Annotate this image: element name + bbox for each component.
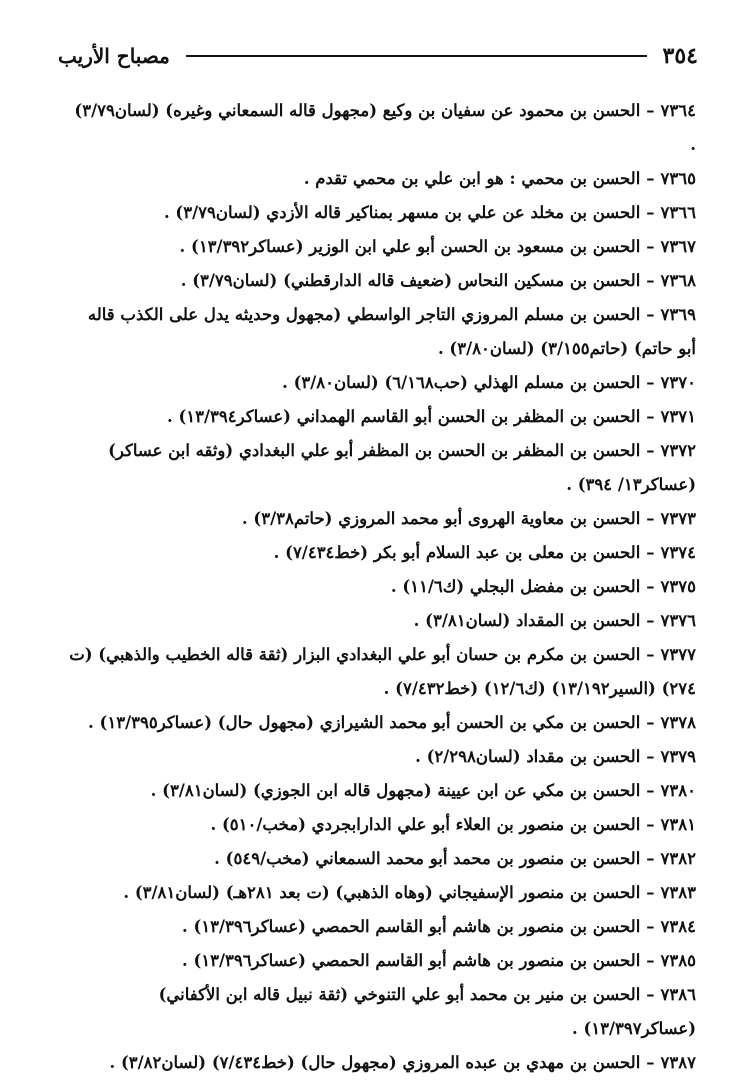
page-number: ٣٥٤ — [662, 43, 698, 69]
entry-text: الحسن بن محمود عن سفيان بن وكيع (مجهول قاله السمعاني وغيره) (لسان٣/٧٩) . — [74, 101, 696, 154]
entry-text: الحسن بن مكي عن ابن عيينة (مجهول قاله ابن الجوزي) (لسان٣/٨١) . — [150, 781, 641, 800]
entry-separator: – — [646, 271, 655, 290]
entry-number: ٧٣٨٥ — [660, 951, 696, 970]
entry-text: الحسن بن منصور بن العلاء أبو علي الدارابجردي (مخب/٥١٠) . — [210, 815, 641, 834]
entry-row — [68, 808, 696, 842]
entry-text: الحسن بن منصور بن هاشم أبو القاسم الحمصي (عساكر١٣/٣٩٦) . — [181, 951, 641, 970]
entry-number: ٧٣٧٩ — [660, 747, 696, 766]
entry-row — [68, 400, 696, 434]
entry-number: ٧٣٦٧ — [660, 237, 696, 256]
entry-separator: – — [646, 951, 655, 970]
entry-separator: – — [646, 577, 655, 596]
entry-row — [68, 604, 696, 638]
entry-separator: – — [646, 849, 655, 868]
entry-row — [68, 706, 696, 740]
entry-separator: – — [646, 1053, 655, 1072]
header-rule — [186, 55, 647, 57]
entry-text: الحسن بن مكرم بن حسان أبو علي البغدادي البزار (ثقة قاله الخطيب والذهبي) (ت ٢٧٤) (السير١٣/١٩٢) (ك١٢/٦) (خط٧/٤٣٢) . — [69, 645, 696, 698]
entry-number: ٧٣٨٦ — [660, 985, 696, 1004]
entry-separator: – — [646, 781, 655, 800]
entry-text: الحسن بن مسكين النحاس (ضعيف قاله الدارقطني) (لسان٣/٧٩) . — [180, 271, 641, 290]
entry-text: الحسن بن المقداد (لسان٣/٨١) . — [413, 611, 641, 630]
entry-row — [68, 366, 696, 400]
entry-text: الحسن بن منير بن محمد أبو علي التنوخي (ثقة نبيل قاله ابن الأكفاني) (عساكر١٣/٣٩٧) . — [158, 985, 696, 1038]
entry-text: الحسن بن منصور بن محمد أبو محمد السمعاني (مخب/٥٤٩) . — [214, 849, 641, 868]
entry-row — [68, 196, 696, 230]
entry-separator: – — [646, 985, 655, 1004]
entry-row — [68, 1046, 696, 1080]
entry-separator: – — [646, 305, 655, 324]
entry-number: ٧٣٧٤ — [660, 543, 696, 562]
entry-row — [68, 740, 696, 774]
entry-separator: – — [646, 169, 655, 188]
entry-separator: – — [646, 203, 655, 222]
entry-separator: – — [646, 441, 655, 460]
entry-text: الحسن بن محمي : هو ابن علي بن محمي تقدم . — [303, 169, 641, 188]
entry-separator: – — [646, 713, 655, 732]
entry-separator: – — [646, 407, 655, 426]
entry-text: الحسن بن معاوية الهروى أبو محمد المروزي (حاتم٣/٣٨) . — [241, 509, 641, 528]
entry-separator: – — [646, 373, 655, 392]
entry-row — [68, 876, 696, 910]
entry-row — [68, 162, 696, 196]
entry-text: الحسن بن مفضل البجلي (ك١١/٦) . — [390, 577, 641, 596]
entry-row — [68, 978, 696, 1046]
entry-separator: – — [646, 101, 655, 120]
entry-text: الحسن بن مسلم المروزي التاجر الواسطي (مجهول وحديثه يدل على الكذب قاله أبو حاتم) (حاتم٣/١٥٥) (لسان٣/٨٠) . — [87, 305, 696, 358]
entry-number: ٧٣٧٣ — [660, 509, 696, 528]
entry-row — [68, 264, 696, 298]
entry-row — [68, 230, 696, 264]
entry-separator: – — [646, 611, 655, 630]
entry-row — [68, 570, 696, 604]
page-header — [58, 38, 698, 74]
entry-number: ٧٣٨٢ — [660, 849, 696, 868]
entry-separator: – — [646, 815, 655, 834]
entry-number: ٧٣٧١ — [660, 407, 696, 426]
entry-number: ٧٣٦٤ — [660, 101, 696, 120]
entry-separator: – — [646, 237, 655, 256]
entry-number: ٧٣٧٨ — [660, 713, 696, 732]
entry-number: ٧٣٧٥ — [660, 577, 696, 596]
entry-number: ٧٣٧٠ — [660, 373, 696, 392]
entry-row — [68, 298, 696, 366]
entry-number: ٧٣٦٥ — [660, 169, 696, 188]
entry-text: الحسن بن مقداد (لسان٢/٢٩٨) . — [415, 747, 641, 766]
entry-text: الحسن بن المظفر بن الحسن أبو القاسم الهمداني (عساكر١٣/٣٩٤) . — [166, 407, 641, 426]
entry-text: الحسن بن مسلم الهذلي (حب٦/١٦٨) (لسان٣/٨٠) . — [282, 373, 641, 392]
entry-number: ٧٣٧٧ — [660, 645, 696, 664]
entry-text: الحسن بن منصور الإسفيجاني (وهاه الذهبي) (ت بعد ٢٨١هـ) (لسان٣/٨١) . — [123, 883, 641, 902]
entry-row — [68, 944, 696, 978]
entry-separator: – — [646, 883, 655, 902]
entry-row — [68, 536, 696, 570]
entry-separator: – — [646, 543, 655, 562]
entry-number: ٧٣٨٣ — [660, 883, 696, 902]
entry-text: الحسن بن مخلد عن علي بن مسهر بمناكير قاله الأزدي (لسان٣/٧٩) . — [163, 203, 641, 222]
entry-row — [68, 502, 696, 536]
entry-separator: – — [646, 747, 655, 766]
entry-separator: – — [646, 917, 655, 936]
entry-text: الحسن بن مكي بن الحسن أبو محمد الشيرازي (مجهول حال) (عساكر١٣/٣٩٥) . — [88, 713, 641, 732]
entry-row — [68, 638, 696, 706]
entry-row — [68, 910, 696, 944]
entry-row — [68, 94, 696, 162]
entry-number: ٧٣٨٠ — [660, 781, 696, 800]
entry-row — [68, 774, 696, 808]
entry-text: الحسن بن مهدي بن عبده المروزي (مجهول حال) (خط٧/٤٣٤) (لسان٣/٨٢) . — [109, 1053, 641, 1072]
entry-text: الحسن بن معلى بن عبد السلام أبو بكر (خط٧/٤٣٤) . — [273, 543, 641, 562]
entry-separator: – — [646, 509, 655, 528]
entry-text: الحسن بن المظفر بن الحسن بن المظفر أبو علي البغدادي (وثقه ابن عساكر) (عساكر١٣/ ٣٩٤) . — [108, 441, 696, 494]
entry-number: ٧٣٨٧ — [660, 1053, 696, 1072]
entry-separator: – — [646, 645, 655, 664]
entry-list — [68, 94, 696, 1080]
book-title: مصباح الأريب — [58, 44, 170, 68]
entry-number: ٧٣٨٤ — [660, 917, 696, 936]
entry-row — [68, 434, 696, 502]
entry-number: ٧٣٦٩ — [660, 305, 696, 324]
entry-text: الحسن بن مسعود بن الحسن أبو علي ابن الوزير (عساكر١٣/٣٩٢) . — [179, 237, 641, 256]
entry-number: ٧٣٧٢ — [660, 441, 696, 460]
entry-row — [68, 842, 696, 876]
entry-text: الحسن بن منصور بن هاشم أبو القاسم الحمصي (عساكر١٣/٣٩٦) . — [181, 917, 641, 936]
entry-number: ٧٣٧٦ — [660, 611, 696, 630]
entry-number: ٧٣٦٦ — [660, 203, 696, 222]
entry-number: ٧٣٦٨ — [660, 271, 696, 290]
entry-number: ٧٣٨١ — [660, 815, 696, 834]
